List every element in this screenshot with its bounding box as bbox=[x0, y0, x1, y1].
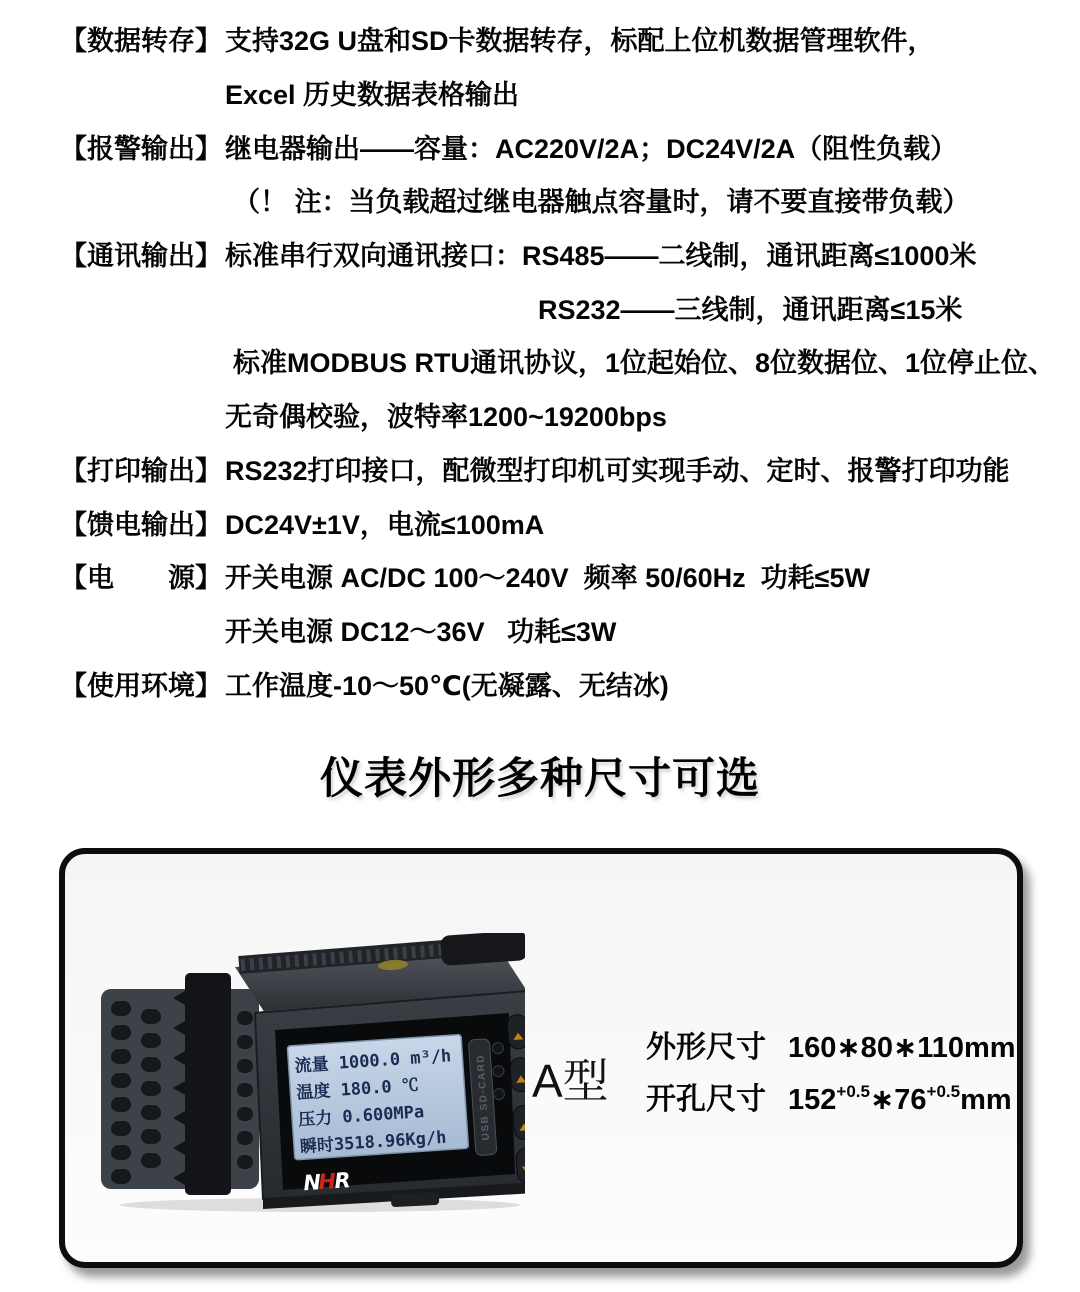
bottom-tab bbox=[391, 1192, 440, 1207]
spec-label: 【馈电输出】 bbox=[60, 509, 222, 540]
spec-text: 工作温度-10～50℃(无凝露、无结冰) bbox=[225, 670, 669, 701]
spec-text: 支持32G U盘和SD卡数据转存，标配上位机数据管理软件， bbox=[225, 26, 935, 57]
spec-text: 无奇偶校验，波特率1200~19200bps bbox=[225, 402, 667, 433]
spec-label: 【使用环境】 bbox=[60, 670, 222, 701]
dim-unit: mm bbox=[960, 1084, 1012, 1116]
section-title: 仪表外形多种尺寸可选 bbox=[320, 755, 760, 803]
spec-text: DC24V±1V，电流≤100mA bbox=[225, 509, 545, 540]
model-label: A型 bbox=[532, 1055, 609, 1107]
device-photo bbox=[95, 933, 525, 1213]
dim-tolerance: +0.5 bbox=[926, 1082, 961, 1102]
spec-line bbox=[60, 442, 1050, 496]
spec-label: 【报警输出】 bbox=[60, 133, 222, 164]
logo-letter-n: N bbox=[302, 1170, 322, 1196]
dimension-row-outline bbox=[646, 1022, 1016, 1066]
mount-clamp-top bbox=[440, 933, 525, 966]
spec-text: 继电器输出——容量：AC220V/2A；DC24V/2A（阻性负载） bbox=[225, 133, 958, 164]
spec-text: 开关电源 AC/DC 100～240V 频率 50/60Hz 功耗≤5W bbox=[225, 563, 870, 594]
spec-line bbox=[60, 334, 1056, 388]
spec-line bbox=[60, 227, 1050, 281]
spec-label: 【数据转存】 bbox=[60, 26, 222, 57]
spec-label: 【通讯输出】 bbox=[60, 241, 222, 272]
nhr-logo bbox=[303, 1168, 352, 1195]
spec-label: 【打印输出】 bbox=[60, 455, 222, 486]
lcd-line-temperature: 温度 180.0 ℃ bbox=[295, 1075, 420, 1104]
spec-line bbox=[60, 12, 1050, 66]
spec-text: Excel 历史数据表格输出 bbox=[225, 80, 520, 111]
lcd-line-flow: 流量 1000.0 m³/h bbox=[294, 1046, 452, 1077]
spec-label: 【电 源】 bbox=[60, 563, 222, 594]
spec-line bbox=[60, 549, 1050, 603]
spec-line bbox=[60, 603, 1050, 657]
spec-line bbox=[60, 656, 1050, 710]
spec-text: （！ 注：当负载超过继电器触点容量时，请不要直接带负载） bbox=[233, 187, 970, 218]
lcd-screen bbox=[287, 1034, 468, 1159]
dim-value bbox=[788, 1082, 1012, 1117]
spec-line bbox=[60, 495, 1050, 549]
spec-line bbox=[60, 280, 1050, 334]
logo-letter-h: H bbox=[317, 1169, 337, 1195]
dim-label: 开孔尺寸 bbox=[646, 1083, 766, 1116]
dim-tolerance: +0.5 bbox=[836, 1082, 870, 1102]
size-option-card bbox=[59, 848, 1023, 1268]
spec-line bbox=[60, 119, 1050, 173]
lcd-line-pressure: 压力 0.600MPa bbox=[297, 1102, 425, 1131]
dim-base: 152 bbox=[788, 1084, 837, 1116]
dimension-row-cutout bbox=[646, 1074, 1016, 1118]
spec-text: RS232打印接口，配微型打印机可实现手动、定时、报警打印功能 bbox=[225, 455, 1010, 486]
spec-text: 标准MODBUS RTU通讯协议，1位起始位、8位数据位、1位停止位、 bbox=[233, 348, 1056, 379]
spec-text: RS232——三线制，通讯距离≤15米 bbox=[538, 294, 963, 325]
dim-separator: ∗ bbox=[869, 1084, 895, 1116]
logo-letter-r: R bbox=[333, 1168, 352, 1194]
dimension-specs bbox=[646, 1022, 1016, 1126]
spec-list bbox=[60, 12, 1056, 710]
lcd-line-instant: 瞬时3518.96Kg/h bbox=[299, 1127, 447, 1158]
usb-sd-slot-label: USB SD-CARD bbox=[475, 1053, 492, 1141]
dim-label: 外形尺寸 bbox=[646, 1031, 766, 1064]
spec-text: 开关电源 DC12～36V 功耗≤3W bbox=[225, 616, 617, 647]
spec-line bbox=[60, 388, 1050, 442]
dim-value: 160∗80∗110mm bbox=[788, 1032, 1016, 1064]
spec-line bbox=[60, 66, 1050, 120]
spec-text: 标准串行双向通讯接口：RS485——二线制，通讯距离≤1000米 bbox=[225, 241, 977, 272]
spec-line bbox=[60, 173, 1050, 227]
dim-base: 76 bbox=[894, 1084, 927, 1116]
